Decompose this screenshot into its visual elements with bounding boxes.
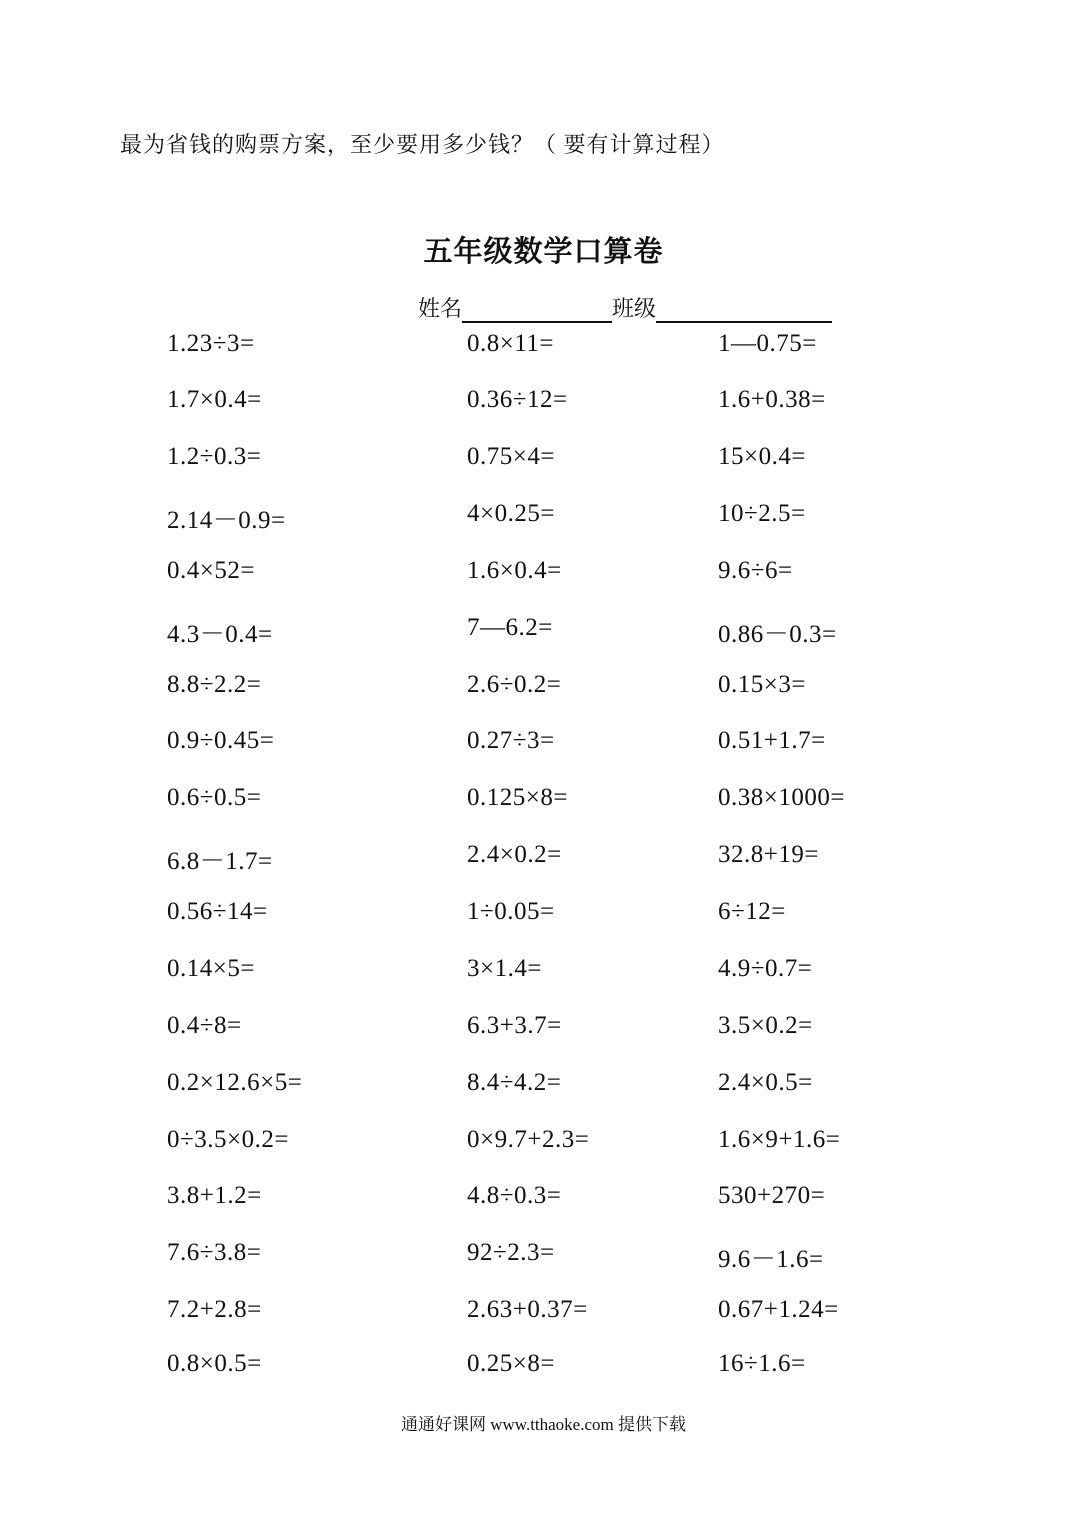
problem-item: 4.9÷0.7= <box>718 955 813 982</box>
problem-item: 0.8×11= <box>467 330 555 357</box>
class-label: 班级 <box>612 296 657 321</box>
problem-item: 0.67+1.24= <box>718 1296 839 1323</box>
problem-row <box>0 1069 1087 1109</box>
problem-item: 10÷2.5= <box>718 500 806 527</box>
problem-row <box>0 1126 1087 1166</box>
problem-row <box>0 1350 1087 1390</box>
problem-item: 0÷3.5×0.2= <box>167 1126 289 1153</box>
problem-row <box>0 784 1087 824</box>
name-label: 姓名 <box>418 296 463 321</box>
intro-question: 最为省钱的购票方案，至少要用多少钱？（ 要有计算过程） <box>120 132 725 157</box>
problem-row <box>0 1012 1087 1052</box>
problem-item: 0.4×52= <box>167 557 255 584</box>
problem-item: 1—0.75= <box>718 330 817 357</box>
problem-item: 0.6÷0.5= <box>167 784 262 811</box>
problem-item: 15×0.4= <box>718 443 806 470</box>
page-title: 五年级数学口算卷 <box>423 236 664 268</box>
problem-item: 6.3+3.7= <box>467 1012 562 1039</box>
name-blank <box>462 297 612 323</box>
problem-row <box>0 557 1087 597</box>
problem-item: 0.4÷8= <box>167 1012 242 1039</box>
problem-row <box>0 671 1087 711</box>
problem-row <box>0 955 1087 995</box>
problem-item: 9.6－1.6= <box>718 1246 824 1273</box>
problem-item: 0.125×8= <box>467 784 568 811</box>
problem-item: 1.23÷3= <box>167 330 255 357</box>
problem-item: 0.36÷12= <box>467 386 568 413</box>
problem-item: 2.6÷0.2= <box>467 671 562 698</box>
problem-item: 0.8×0.5= <box>167 1350 262 1377</box>
problem-item: 3.8+1.2= <box>167 1182 262 1209</box>
problem-item: 0.51+1.7= <box>718 727 826 754</box>
problem-row <box>0 386 1087 426</box>
problem-item: 9.6÷6= <box>718 557 793 584</box>
problem-item: 530+270= <box>718 1182 826 1209</box>
problem-item: 0×9.7+2.3= <box>467 1126 590 1153</box>
problem-item: 4.3－0.4= <box>167 621 273 648</box>
problem-item: 1.2÷0.3= <box>167 443 262 470</box>
problem-item: 0.38×1000= <box>718 784 845 811</box>
problem-item: 1.6×0.4= <box>467 557 562 584</box>
problem-row <box>0 727 1087 767</box>
student-info <box>418 292 832 323</box>
problem-item: 3×1.4= <box>467 955 542 982</box>
problem-item: 0.27÷3= <box>467 727 555 754</box>
problem-item: 7.2+2.8= <box>167 1296 262 1323</box>
problem-row <box>0 500 1087 540</box>
problem-item: 0.14×5= <box>167 955 255 982</box>
problem-row <box>0 1239 1087 1279</box>
problem-item: 1.7×0.4= <box>167 386 262 413</box>
problem-item: 2.14－0.9= <box>167 507 286 534</box>
footer-credit: 通通好课网 www.tthaoke.com 提供下载 <box>400 1415 687 1434</box>
problem-item: 0.56÷14= <box>167 898 268 925</box>
problem-item: 2.4×0.5= <box>718 1069 813 1096</box>
class-blank <box>656 297 832 323</box>
problem-item: 1.6+0.38= <box>718 386 826 413</box>
problem-item: 8.4÷4.2= <box>467 1069 562 1096</box>
problem-row <box>0 330 1087 370</box>
problem-row <box>0 614 1087 654</box>
problem-item: 2.4×0.2= <box>467 841 562 868</box>
problem-item: 3.5×0.2= <box>718 1012 813 1039</box>
problem-row <box>0 1296 1087 1336</box>
problem-row <box>0 898 1087 938</box>
problem-item: 2.63+0.37= <box>467 1296 588 1323</box>
problem-item: 0.86－0.3= <box>718 621 837 648</box>
problem-row <box>0 841 1087 881</box>
problem-item: 4×0.25= <box>467 500 555 527</box>
problem-item: 16÷1.6= <box>718 1350 806 1377</box>
problem-item: 7.6÷3.8= <box>167 1239 262 1266</box>
problem-item: 0.75×4= <box>467 443 555 470</box>
problem-item: 0.15×3= <box>718 671 806 698</box>
problem-item: 0.9÷0.45= <box>167 727 275 754</box>
problem-item: 0.2×12.6×5= <box>167 1069 303 1096</box>
problem-item: 1÷0.05= <box>467 898 555 925</box>
problem-row <box>0 1182 1087 1222</box>
problem-item: 32.8+19= <box>718 841 819 868</box>
problem-item: 7—6.2= <box>467 614 553 641</box>
problem-item: 4.8÷0.3= <box>467 1182 562 1209</box>
problem-item: 1.6×9+1.6= <box>718 1126 841 1153</box>
problem-row <box>0 443 1087 483</box>
problem-item: 6÷12= <box>718 898 786 925</box>
problem-item: 92÷2.3= <box>467 1239 555 1266</box>
problem-item: 0.25×8= <box>467 1350 555 1377</box>
problem-item: 6.8－1.7= <box>167 848 273 875</box>
problem-item: 8.8÷2.2= <box>167 671 262 698</box>
